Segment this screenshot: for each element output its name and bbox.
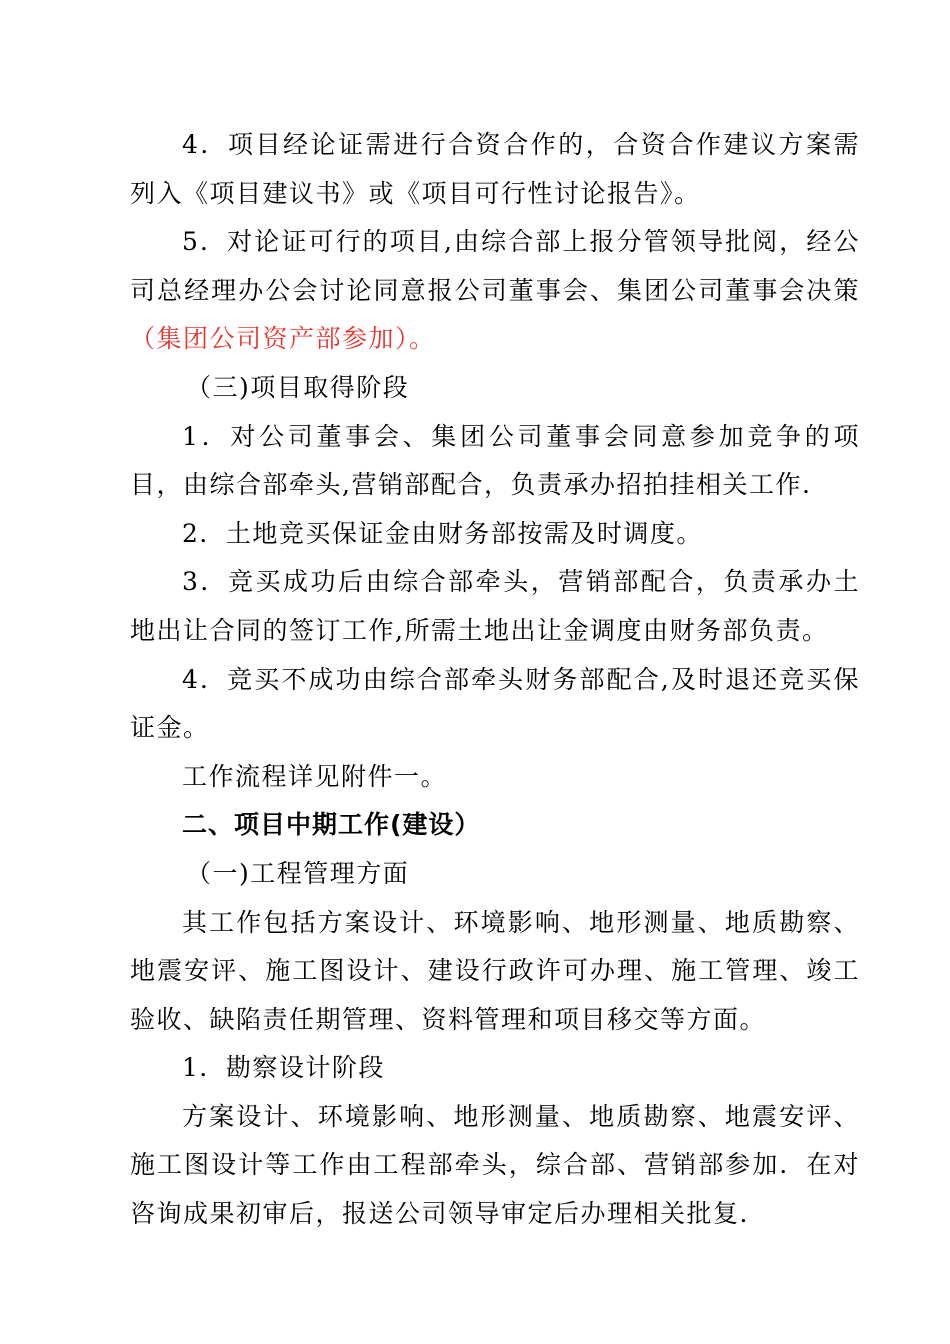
paragraph-decision-approval — [130, 218, 860, 364]
paragraph-bidding: 1．对公司董事会、集团公司董事会同意参加竞争的项目，由综合部牵头,营销部配合，负责承办招拍挂相关工作. — [130, 421, 860, 500]
paragraph-engineering-scope: 其工作包括方案设计、环境影响、地形测量、地质勘察、地震安评、施工图设计、建设行政许可办理、施工管理、竣工验收、缺陷责任期管理、资料管理和项目移交等方面。 — [130, 907, 860, 1034]
paragraph-contract-signing: 3．竞买成功后由综合部牵头，营销部配合，负责承办土地出让合同的签订工作,所需土地出让金调度由财务部负责。 — [130, 567, 860, 645]
paragraph-joint-venture: 4．项目经论证需进行合资合作的，合资合作建议方案需列入《项目建议书》或《项目可行性讨论报告》。 — [130, 130, 860, 208]
decision-approval-text: 5．对论证可行的项目,由综合部上报分管领导批阅，经公司总经理办公会讨论同意报公司董事会、集团公司董事会决策 — [130, 227, 860, 305]
paragraph-survey-design: 方案设计、环境影响、地形测量、地质勘察、地震安评、施工图设计等工作由工程部牵头，综合部、营销部参加．在对咨询成果初审后，报送公司领导审定后办理相关批复. — [130, 1101, 860, 1229]
paragraph-workflow-reference: 工作流程详见附件一。 — [182, 761, 448, 791]
section-midterm-heading: 二、项目中期工作(建设） — [182, 810, 481, 840]
asset-department-note: （集团公司资产部参加）。 — [130, 324, 436, 354]
section-survey-design-heading: 1．勘察设计阶段 — [182, 1053, 385, 1083]
document-body — [130, 121, 860, 1239]
paragraph-deposit: 2．土地竞买保证金由财务部按需及时调度。 — [182, 518, 703, 548]
section-acquisition-heading: （三)项目取得阶段 — [186, 372, 410, 402]
section-engineering-heading: （一)工程管理方面 — [186, 858, 410, 888]
paragraph-deposit-refund: 4．竞买不成功由综合部牵头财务部配合,及时退还竞买保证金。 — [130, 664, 860, 743]
